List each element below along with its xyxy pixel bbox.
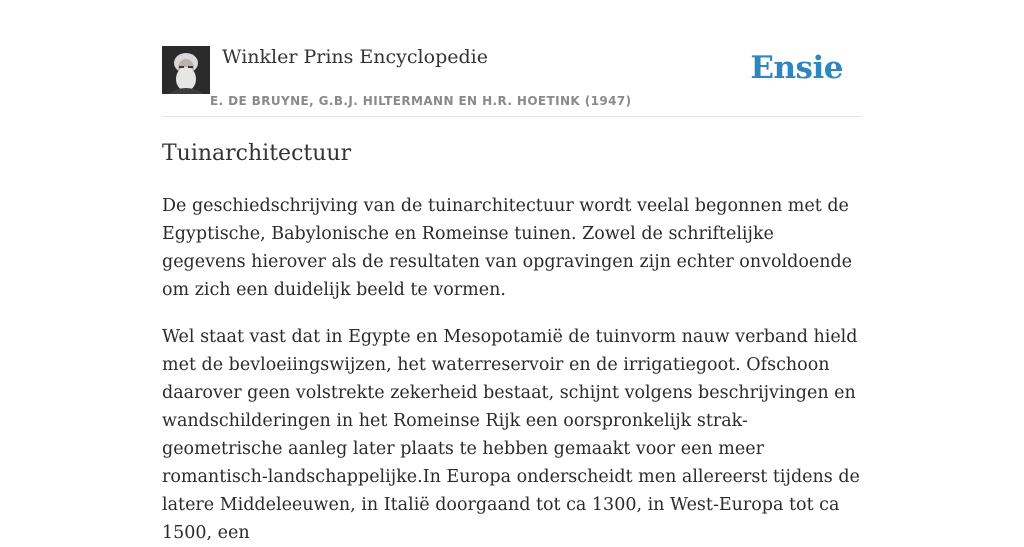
header [162, 40, 862, 117]
book-title[interactable]: Winkler Prins Encyclopedie [222, 46, 488, 68]
article-paragraph: Wel staat vast dat in Egypte en Mesopotamië de tuinvorm nauw verband hield met de bevloeiingswijzen, het waterreservoir en de irrigatiegoot. Ofschoon daarover geen volstrekte zekerheid bestaat, schijnt volgens beschrijvingen en wandschilderingen in het Romeinse Rijk een oorspronkelijk strak-geometrische aanleg later plaats te hebben gemaakt voor een meer romantisch-landschappelijke.In Europa onderscheidt men allereerst tijdens de latere Middeleeuwen, in Italië doorgaand tot ca 1300, in West-Europa tot ca 1500, een [162, 327, 860, 543]
author-avatar[interactable] [162, 46, 210, 94]
portrait-icon [162, 46, 210, 94]
book-authors: E. DE BRUYNE, G.B.J. HILTERMANN EN H.R. HOETINK (1947) [210, 94, 632, 108]
article-title: Tuinarchitectuur [162, 141, 352, 166]
article [162, 138, 862, 547]
article-paragraph: De geschiedschrijving van de tuinarchitectuur wordt veelal begonnen met de Egyptische, Babylonische en Romeinse tuinen. Zowel de schriftelijke gegevens hierover als de resultaten van opgravingen zijn echter onvoldoende om zich een duidelijk beeld te vormen. [162, 196, 853, 300]
ensie-logo[interactable]: Ensie [750, 50, 843, 86]
